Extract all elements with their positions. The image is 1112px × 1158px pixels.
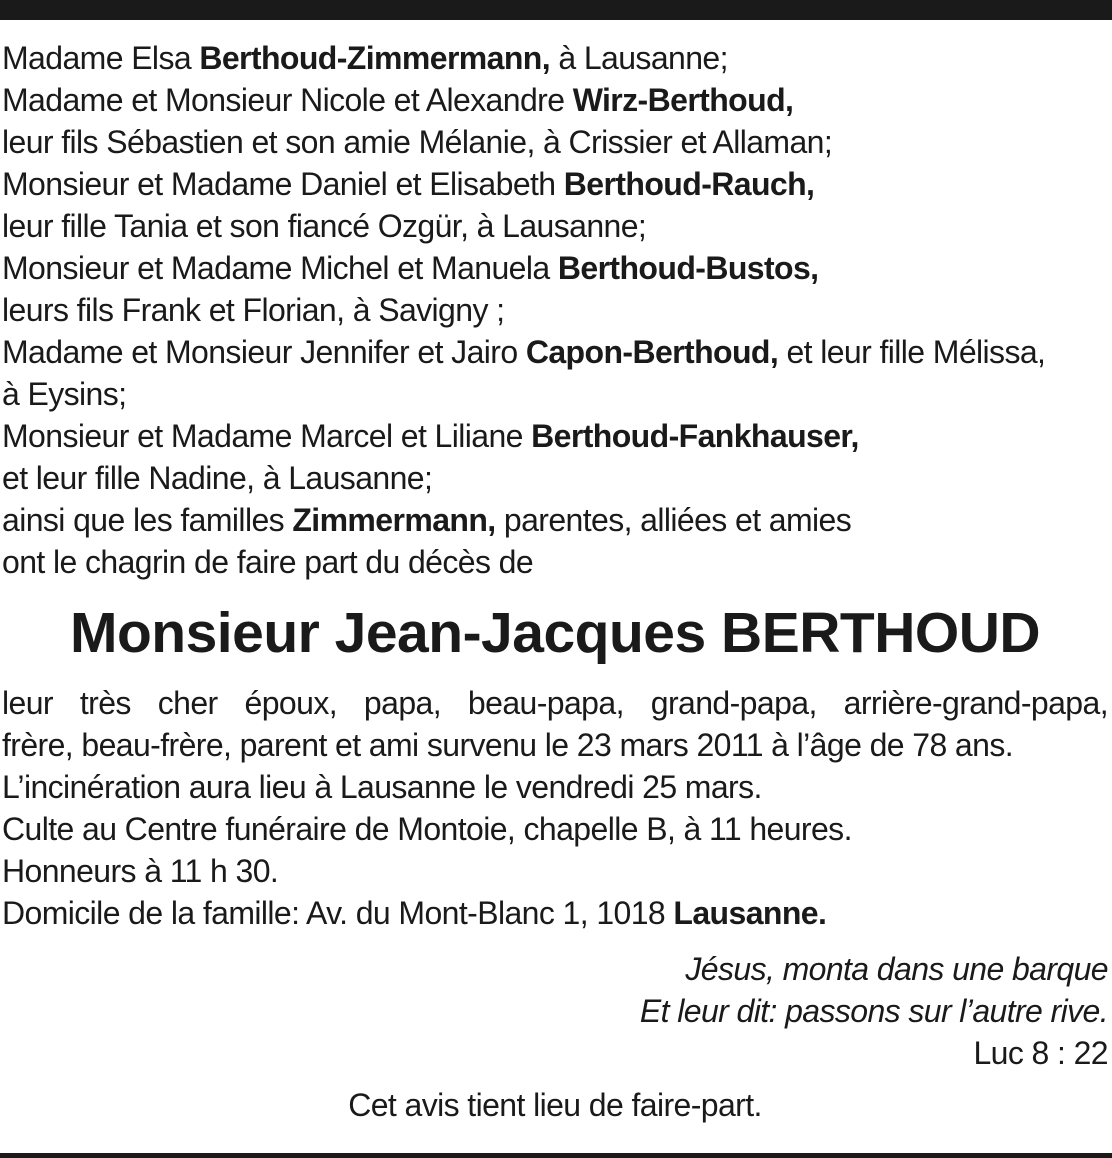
- family-line: Madame et Monsieur Jennifer et Jairo Capon-Berthoud, et leur fille Mélissa,: [2, 334, 1046, 370]
- family-line: Monsieur et Madame Daniel et Elisabeth Berthoud-Rauch,: [2, 166, 815, 202]
- bottom-rule: [0, 1153, 1112, 1158]
- family-line: leurs fils Frank et Florian, à Savigny ;: [2, 292, 505, 328]
- details-line: frère, beau-frère, parent et ami survenu le 23 mars 2011 à l’âge de 78 ans.: [2, 727, 1014, 763]
- details-line: leur très cher époux, papa, beau-papa, grand-papa, arrière-grand-papa,: [2, 685, 1108, 721]
- verse-line: Et leur dit: passons sur l’autre rive.: [639, 993, 1108, 1029]
- details-line: L’incinération aura lieu à Lausanne le vendredi 25 mars.: [2, 769, 762, 805]
- top-rule: [0, 0, 1112, 20]
- deceased-name: Monsieur Jean-Jacques BERTHOUD: [69, 601, 1041, 665]
- family-line: leur fille Tania et son fiancé Ozgür, à Lausanne;: [2, 208, 647, 244]
- family-line: à Eysins;: [2, 376, 127, 412]
- obituary-notice: [2, 37, 1108, 1126]
- details-line: Culte au Centre funéraire de Montoie, chapelle B, à 11 heures.: [2, 811, 852, 847]
- closing-note: Cet avis tient lieu de faire-part.: [348, 1087, 762, 1123]
- family-line: ont le chagrin de faire part du décès de: [2, 544, 534, 580]
- details: [2, 682, 1108, 934]
- family-line: leur fils Sébastien et son amie Mélanie, à Crissier et Allaman;: [2, 124, 833, 160]
- family-line: Madame et Monsieur Nicole et Alexandre Wirz-Berthoud,: [2, 82, 794, 118]
- verse-line: Jésus, monta dans une barque: [685, 951, 1108, 987]
- details-line: Honneurs à 11 h 30.: [2, 853, 279, 889]
- verse: [2, 948, 1108, 1074]
- family-line: Madame Elsa Berthoud-Zimmermann, à Lausanne;: [2, 40, 728, 76]
- verse-reference: Luc 8 : 22: [973, 1035, 1108, 1071]
- family-line: et leur fille Nadine, à Lausanne;: [2, 460, 433, 496]
- family-line: ainsi que les familles Zimmermann, parentes, alliées et amies: [2, 502, 852, 538]
- family-line: Monsieur et Madame Michel et Manuela Berthoud-Bustos,: [2, 250, 819, 286]
- family-line: Monsieur et Madame Marcel et Liliane Berthoud-Fankhauser,: [2, 418, 859, 454]
- address-line: Domicile de la famille: Av. du Mont-Blanc 1, 1018 Lausanne.: [2, 895, 827, 931]
- family-list: [2, 37, 1108, 583]
